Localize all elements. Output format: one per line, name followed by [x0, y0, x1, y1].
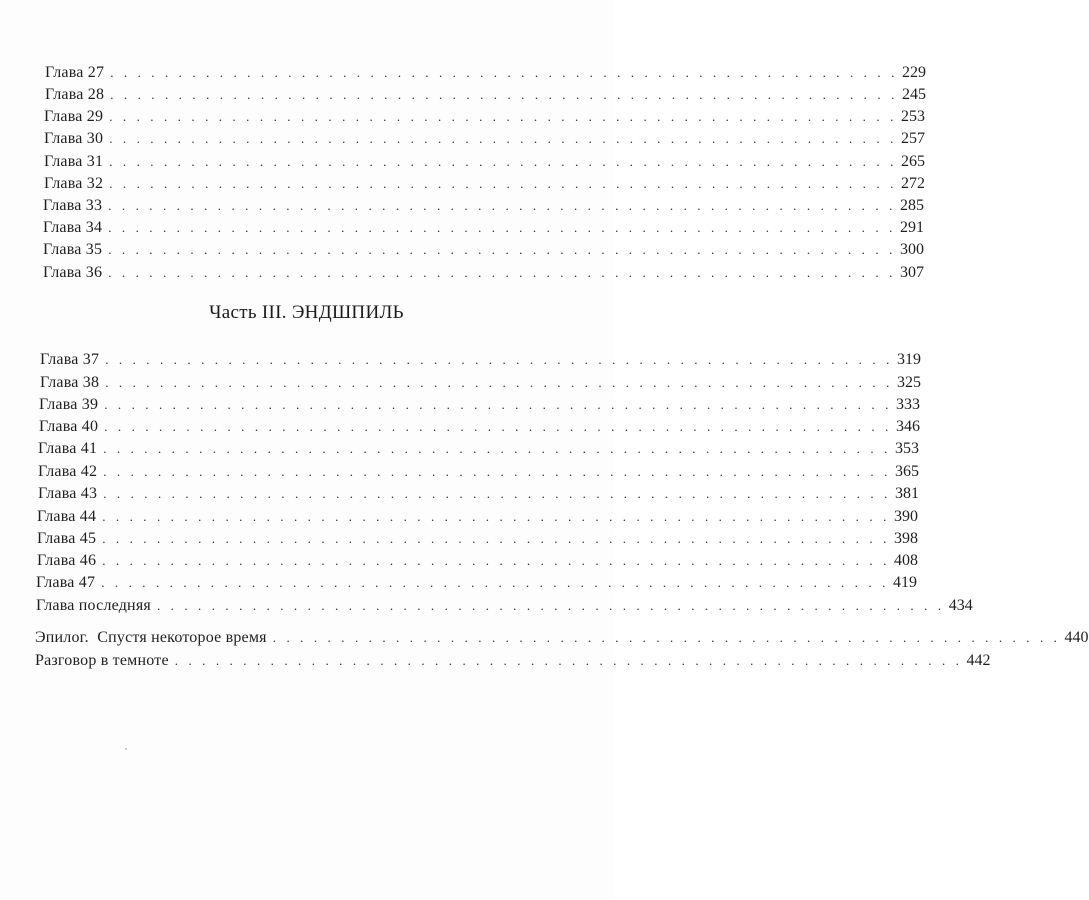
toc-entry-label: Разговор в темноте	[35, 652, 169, 669]
leader-dots: . . . . . . . . . . . . . . . . . . . . . . . . . . . . . . . . . . . . . . . . . . . . . . . . . . . . . . . . . .	[104, 419, 892, 434]
toc-entry-page: 346	[895, 418, 920, 435]
toc-entry-page: 365	[894, 463, 919, 480]
toc-entry[interactable]	[44, 173, 925, 195]
leader-dots: . . . . . . . . . . . . . . . . . . . . . . . . . . . . . . . . . . . . . . . . . . . . . . . . . . . . . . . . . .	[102, 509, 890, 524]
toc-entry-page: 257	[900, 130, 925, 147]
toc-entry-page: 245	[901, 86, 926, 103]
toc-entry-label: Глава 40	[39, 418, 99, 435]
toc-entry[interactable]	[37, 550, 918, 572]
toc-entry-label: Глава 32	[44, 175, 104, 192]
leader-dots: . . . . . . . . . . . . . . . . . . . . . . . . . . . . . . . . . . . . . . . . . . . . . . . . . . . . . . . . . .	[105, 375, 893, 390]
leader-dots: . . . . . . . . . . . . . . . . . . . . . . . . . . . . . . . . . . . . . . . . . . . . . . . . . . . . . . . . . .	[109, 154, 897, 169]
toc-entry[interactable]	[45, 84, 926, 106]
toc-entry[interactable]	[40, 349, 921, 371]
toc-entry[interactable]	[37, 528, 918, 550]
toc-entry-page: 253	[900, 108, 925, 125]
toc-entry-label: Глава 39	[39, 396, 99, 413]
leader-dots: . . . . . . . . . . . . . . . . . . . . . . . . . . . . . . . . . . . . . . . . . . . . . . . . . . . . . . . . . .	[101, 575, 889, 590]
toc-entry-page: 381	[894, 485, 919, 502]
toc-entry-label: Глава 27	[45, 64, 105, 81]
toc-entry-label: Глава последняя	[36, 597, 151, 614]
toc-entry-label: Глава 31	[44, 153, 104, 170]
toc-entry-page: 398	[893, 530, 918, 547]
toc-entry[interactable]	[38, 483, 919, 505]
toc-entry[interactable]	[45, 62, 926, 84]
leader-dots: . . . . . . . . . . . . . . . . . . . . . . . . . . . . . . . . . . . . . . . . . . . . . . . . . . . . . . . . . .	[104, 397, 892, 412]
leader-dots: . . . . . . . . . . . . . . . . . . . . . . . . . . . . . . . . . . . . . . . . . . . . . . . . . . . . . . . . . .	[110, 65, 898, 80]
leader-dots: . . . . . . . . . . . . . . . . . . . . . . . . . . . . . . . . . . . . . . . . . . . . . . . . . . . . . . . . . .	[110, 87, 898, 102]
toc-entry[interactable]	[44, 151, 925, 173]
leader-dots: . . . . . . . . . . . . . . . . . . . . . . . . . . . . . . . . . . . . . . . . . . . . . . . . . . . . . . . . . .	[109, 176, 897, 191]
toc-entry[interactable]	[40, 372, 921, 394]
toc-entry-label: Глава 33	[43, 197, 103, 214]
leader-dots: . . . . . . . . . . . . . . . . . . . . . . . . . . . . . . . . . . . . . . . . . . . . . . . . . . . . . . . . . .	[108, 220, 896, 235]
paper-speck	[125, 748, 127, 750]
toc-entry-page: 408	[893, 552, 918, 569]
toc-entry-page: 390	[893, 508, 918, 525]
leader-dots: . . . . . . . . . . . . . . . . . . . . . . . . . . . . . . . . . . . . . . . . . . . . . . . . . . . . . . . . . .	[108, 265, 896, 280]
toc-entry-label: Глава 41	[38, 440, 98, 457]
leader-dots: . . . . . . . . . . . . . . . . . . . . . . . . . . . . . . . . . . . . . . . . . . . . . . . . . . . . . . . . . .	[105, 352, 893, 367]
toc-entry-page: 272	[900, 175, 925, 192]
toc-entry-label: Глава 45	[37, 530, 97, 547]
leader-dots: . . . . . . . . . . . . . . . . . . . . . . . . . . . . . . . . . . . . . . . . . . . . . . . . . . . . . . . . . .	[102, 553, 890, 568]
toc-entry[interactable]	[35, 627, 1089, 649]
toc-entry[interactable]	[37, 506, 918, 528]
toc-entry-label: Глава 30	[44, 130, 104, 147]
toc-entry-page: 291	[899, 219, 924, 236]
toc-entry-label: Эпилог. Спустя некоторое время	[35, 629, 267, 646]
toc-entry-page: 325	[896, 374, 921, 391]
toc-entry-label: Глава 37	[40, 351, 100, 368]
toc-entry-label: Глава 46	[37, 552, 97, 569]
part-title: Часть III. ЭНДШПИЛЬ	[209, 302, 404, 323]
toc-entry-label: Глава 38	[40, 374, 100, 391]
leader-dots: . . . . . . . . . . . . . . . . . . . . . . . . . . . . . . . . . . . . . . . . . . . . . . . . . . . . . . . . . .	[103, 441, 891, 456]
toc-entry-label: Глава 28	[45, 86, 105, 103]
toc-entry[interactable]	[38, 438, 919, 460]
leader-dots: . . . . . . . . . . . . . . . . . . . . . . . . . . . . . . . . . . . . . . . . . . . . . . . . . . . . . . . . . .	[103, 486, 891, 501]
toc-entry[interactable]	[36, 595, 973, 617]
toc-entry[interactable]	[43, 195, 924, 217]
toc-entry-page: 419	[892, 574, 917, 591]
toc-entry[interactable]	[43, 217, 924, 239]
toc-entry-page: 319	[896, 351, 921, 368]
toc-entry[interactable]	[43, 262, 924, 284]
toc-entry-label: Глава 47	[36, 574, 96, 591]
toc-entry[interactable]	[35, 650, 991, 672]
toc-entry-page: 440	[1064, 629, 1089, 646]
toc-entry-page: 307	[899, 264, 924, 281]
toc-entry[interactable]	[38, 461, 919, 483]
toc-entry-label: Глава 34	[43, 219, 103, 236]
toc-entry[interactable]	[44, 106, 925, 128]
toc-entry[interactable]	[39, 416, 920, 438]
toc-entry[interactable]	[44, 128, 925, 150]
toc-entry[interactable]	[36, 572, 917, 594]
leader-dots: . . . . . . . . . . . . . . . . . . . . . . . . . . . . . . . . . . . . . . . . . . . . . . . . . . . . . . . . . .	[103, 464, 891, 479]
toc-entry-page: 229	[901, 64, 926, 81]
toc-entry-page: 442	[966, 652, 991, 669]
toc-entry-page: 434	[948, 597, 973, 614]
toc-entry-page: 333	[895, 396, 920, 413]
toc-entry-label: Глава 35	[43, 241, 103, 258]
toc-entry-label: Глава 36	[43, 264, 103, 281]
leader-dots: . . . . . . . . . . . . . . . . . . . . . . . . . . . . . . . . . . . . . . . . . . . . . . . . . . . . . . . . . .	[174, 653, 963, 668]
toc-entry[interactable]	[43, 239, 924, 261]
leader-dots: . . . . . . . . . . . . . . . . . . . . . . . . . . . . . . . . . . . . . . . . . . . . . . . . . . . . . . . . . .	[108, 242, 896, 257]
leader-dots: . . . . . . . . . . . . . . . . . . . . . . . . . . . . . . . . . . . . . . . . . . . . . . . . . . . . . . . . . .	[156, 598, 945, 613]
toc-entry-page: 285	[899, 197, 924, 214]
leader-dots: . . . . . . . . . . . . . . . . . . . . . . . . . . . . . . . . . . . . . . . . . . . . . . . . . . . . . . . . . .	[109, 109, 897, 124]
leader-dots: . . . . . . . . . . . . . . . . . . . . . . . . . . . . . . . . . . . . . . . . . . . . . . . . . . . . . . . . . .	[102, 531, 890, 546]
toc-entry-label: Глава 29	[44, 108, 104, 125]
toc-entry-label: Глава 42	[38, 463, 98, 480]
leader-dots: . . . . . . . . . . . . . . . . . . . . . . . . . . . . . . . . . . . . . . . . . . . . . . . . . . . . . . . . . .	[272, 630, 1061, 645]
toc-entry-page: 265	[900, 153, 925, 170]
toc-entry-page: 300	[899, 241, 924, 258]
toc-entry-label: Глава 43	[38, 485, 98, 502]
toc-entry-label: Глава 44	[37, 508, 97, 525]
toc-entry-page: 353	[894, 440, 919, 457]
leader-dots: . . . . . . . . . . . . . . . . . . . . . . . . . . . . . . . . . . . . . . . . . . . . . . . . . . . . . . . . . .	[109, 131, 897, 146]
leader-dots: . . . . . . . . . . . . . . . . . . . . . . . . . . . . . . . . . . . . . . . . . . . . . . . . . . . . . . . . . .	[108, 198, 896, 213]
toc-entry[interactable]	[39, 394, 920, 416]
